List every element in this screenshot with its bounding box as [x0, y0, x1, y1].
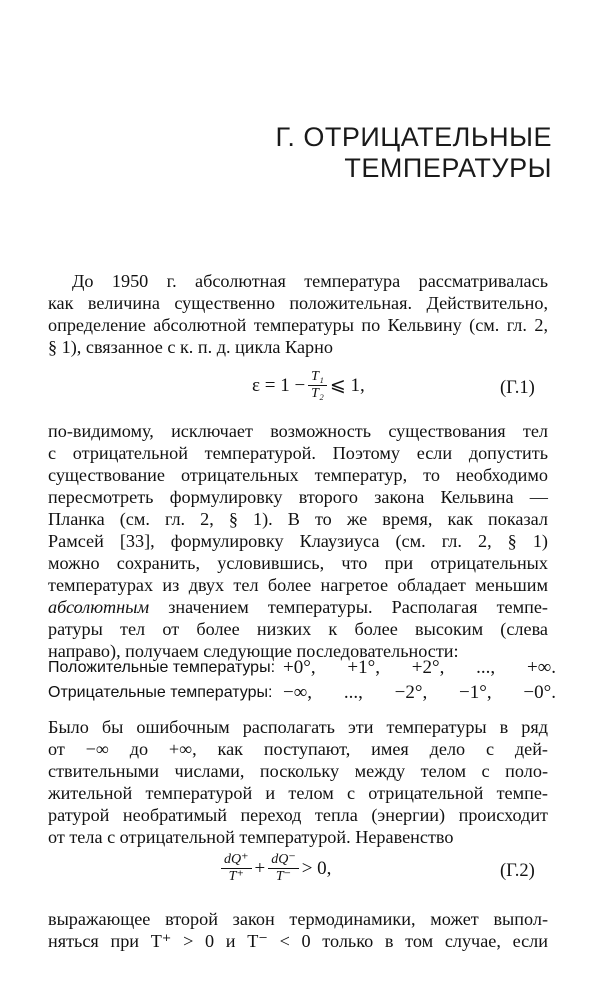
paragraph-1 — [48, 270, 548, 358]
paragraph-3 — [48, 716, 548, 848]
paragraph-4 — [48, 908, 548, 952]
text-line: До 1950 г. абсолютная температура рассматривалась — [72, 271, 548, 291]
negative-label: Отрицательные температуры: — [48, 684, 273, 701]
seq-value: −2°, — [394, 682, 428, 703]
text-line: Планка (см. гл. 2, § 1). В то же время, как показал — [48, 509, 548, 529]
seq-value: +1°, — [347, 657, 380, 678]
paragraph-2 — [48, 420, 548, 662]
plus-sign: + — [254, 857, 266, 879]
text-line: Было бы ошибочным располагать эти температуры в ряд — [48, 717, 548, 737]
title-line-2: ТЕМПЕРАТУРЫ — [344, 153, 552, 183]
formula-g2 — [218, 852, 331, 885]
seq-value: ..., — [476, 657, 496, 678]
seq-value: +∞. — [526, 657, 556, 678]
fraction — [268, 852, 299, 885]
equation-number-g1: (Г.1) — [500, 378, 535, 398]
text-line: ствительными числами, поскольку между телом с поло- — [48, 761, 548, 781]
text-line: существование отрицательных температур, то необходимо — [48, 465, 548, 485]
text-line: по-видимому, исключает возможность существования тел — [48, 421, 548, 441]
text-line: от тела с отрицательной температурой. Неравенство — [48, 827, 454, 847]
seq-value: −0°. — [523, 682, 556, 703]
text-line: пересмотреть формулировку второго закона Кельвина — — [48, 487, 548, 507]
text-line: ратурой необратимый переход тепла (энергии) происходит — [48, 805, 548, 825]
text-line: § 1), связанное с к. п. д. цикла Карно — [48, 337, 333, 357]
fraction-numerator: dQ⁻ — [268, 852, 299, 869]
fraction-denominator: T⁺ — [228, 869, 244, 884]
text-line: няться при T⁺ > 0 и T⁻ < 0 только в том случае, если — [48, 931, 548, 951]
section-title — [276, 122, 552, 184]
formula-lhs: ε = 1 − — [252, 374, 306, 396]
fraction-denominator: T⁻ — [275, 869, 292, 884]
equation-number-g2: (Г.2) — [500, 861, 535, 881]
seq-value: −1°, — [459, 682, 492, 703]
text-line: направо), получаем следующие последовательности: — [48, 641, 459, 661]
text-line: выражающее второй закон термодинамики, может выпол- — [48, 909, 548, 929]
text-line — [48, 596, 548, 618]
text-line: как величина существенно положительная. Действительно, — [48, 293, 548, 313]
fraction-numerator: T₁ — [308, 369, 327, 386]
formula-rhs: ⩽ 1, — [329, 375, 365, 396]
positive-sequence-row — [48, 657, 556, 682]
seq-value: +0°, — [283, 657, 316, 678]
text-fragment: значением температуры. Располагая темпе- — [168, 597, 548, 617]
italic-word: абсолютным — [48, 597, 150, 617]
fraction — [308, 369, 327, 402]
text-line: можно сохранить, условившись, что при отрицательных — [48, 553, 548, 573]
text-line: от −∞ до +∞, как поступают, имея дело с дей- — [48, 739, 548, 759]
formula-g1 — [252, 369, 365, 402]
temperature-sequences — [48, 657, 556, 707]
text-line: определение абсолютной температуры по Кельвину (см. гл. 2, — [48, 315, 548, 335]
title-line-1: Г. ОТРИЦАТЕЛЬНЫЕ — [275, 122, 552, 152]
fraction-numerator: dQ⁺ — [221, 852, 252, 869]
fraction — [221, 852, 252, 885]
text-line: жительной температурой и телом с отрицательной темпе- — [48, 783, 548, 803]
seq-value: ..., — [343, 682, 363, 703]
formula-rhs: > 0, — [301, 857, 332, 879]
seq-value: +2°, — [411, 657, 445, 678]
text-line: температурах из двух тел более нагретое обладает меньшим — [48, 575, 548, 595]
text-line: с отрицательной температурой. Поэтому если допустить — [48, 443, 548, 463]
text-line: Рамсей [33], формулировку Клаузиуса (см. гл. 2, § 1) — [48, 531, 548, 551]
seq-value: −∞, — [283, 682, 313, 703]
negative-sequence-row — [48, 682, 556, 707]
fraction-denominator: T₂ — [311, 386, 324, 401]
text-line: ратуры тел от более низких к более высоким (слева — [48, 619, 548, 639]
positive-label: Положительные температуры: — [48, 659, 276, 676]
